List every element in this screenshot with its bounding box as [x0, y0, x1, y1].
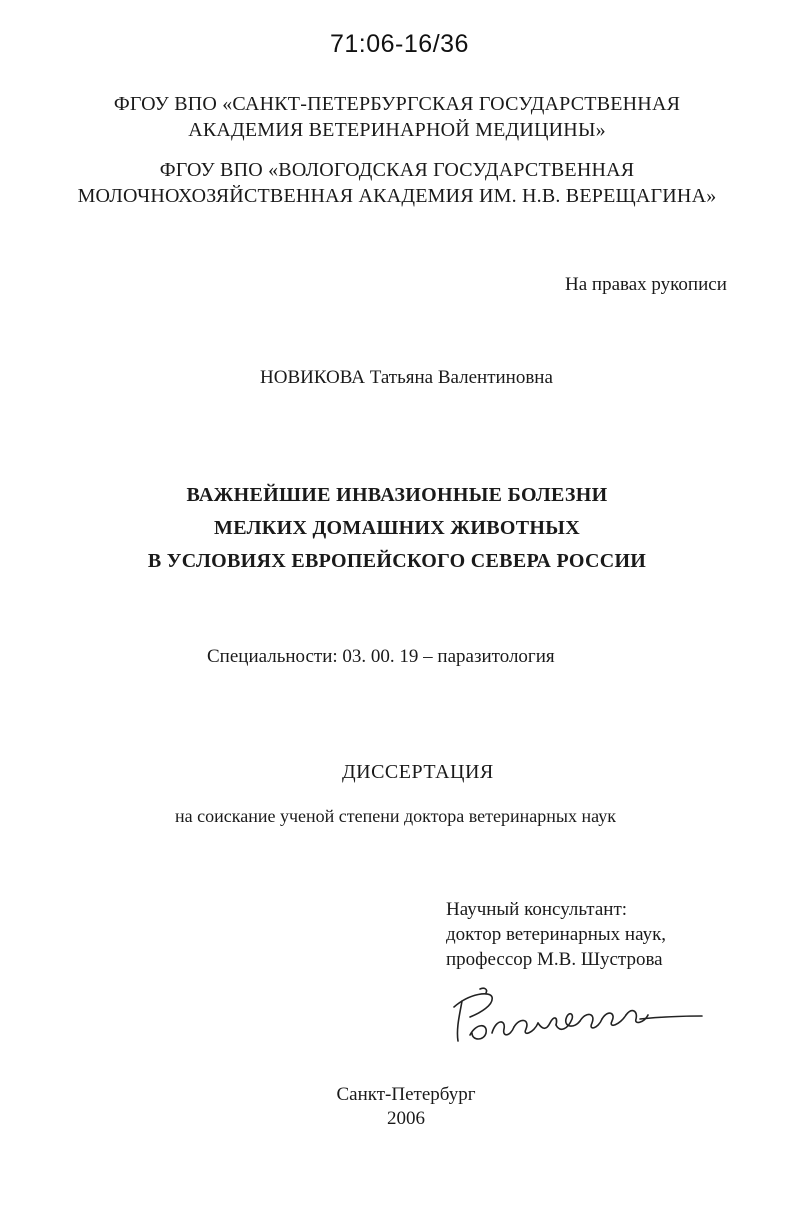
institution-spb-line-1: ФГОУ ВПО «САНКТ-ПЕТЕРБУРГСКАЯ ГОСУДАРСТВЕННАЯ [113, 93, 681, 115]
consultant-degree: доктор ветеринарных наук, [446, 924, 667, 945]
handwritten-signature [440, 983, 710, 1053]
title-line-1: ВАЖНЕЙШИЕ ИНВАЗИОННЫЕ БОЛЕЗНИ [186, 484, 608, 506]
city: Санкт-Петербург [336, 1084, 476, 1105]
consultant-label: Научный консультант: [446, 899, 628, 920]
institution-vologda [0, 157, 794, 209]
manuscript-note: На правах рукописи [565, 274, 727, 295]
title-line-2: МЕЛКИХ ДОМАШНИХ ЖИВОТНЫХ [214, 517, 580, 539]
institution-vologda-line-2: МОЛОЧНОХОЗЯЙСТВЕННАЯ АКАДЕМИЯ ИМ. Н.В. ВЕРЕЩАГИНА» [77, 185, 717, 207]
place-and-year [0, 1083, 794, 1131]
institution-spb [0, 91, 794, 143]
degree-statement: на соискание ученой степени доктора ветеринарных наук [175, 806, 616, 826]
archive-code: 71:06-16/36 [330, 30, 469, 58]
consultant-name: профессор М.В. Шустрова [446, 949, 663, 970]
author-name: НОВИКОВА Татьяна Валентиновна [260, 367, 553, 388]
title-line-3: В УСЛОВИЯХ ЕВРОПЕЙСКОГО СЕВЕРА РОССИИ [147, 550, 647, 572]
dissertation-title [0, 479, 794, 578]
specialty: Специальности: 03. 00. 19 – паразитология [207, 646, 555, 667]
document-type: ДИССЕРТАЦИЯ [342, 761, 494, 783]
scientific-consultant [446, 897, 666, 972]
year: 2006 [387, 1108, 425, 1129]
institution-vologda-line-1: ФГОУ ВПО «ВОЛОГОДСКАЯ ГОСУДАРСТВЕННАЯ [159, 159, 635, 181]
institution-spb-line-2: АКАДЕМИЯ ВЕТЕРИНАРНОЙ МЕДИЦИНЫ» [188, 119, 606, 141]
